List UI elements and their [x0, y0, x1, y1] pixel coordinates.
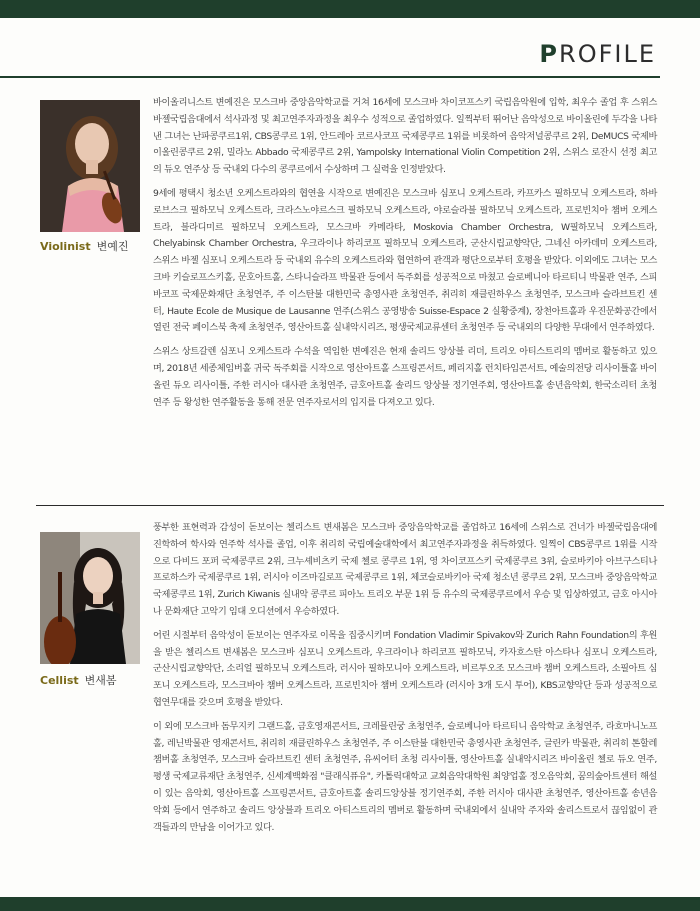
cellist-bio-paragraph: 풍부한 표현력과 감성이 돋보이는 첼리스트 변새봄은 모스크바 중앙음악학교를 졸업하고 16세에 스위스로 건너가 바젤국립음대에 진학하여 학사와 연주학 석사를 졸업, 이후 취리히 국립예술대학에서 최고연주자과정을 취득하였다. 일찍이 CBS콩쿠르 1위를 시작으로 다비드 포퍼 국제콩쿠르 2위, 크누셰비츠키 국제 첼로 콩쿠르 1위, 영 차이코프스키 국제콩쿠르 3위, 슬로바키아 아브구스티나 프로하스카 국제콩쿠르 1위, 러시아 이즈마길로프 국제콩쿠르 1위, 체코슬로바키아 국제 청소년 콩쿠르 2위, 모스크바 중앙음악학교 국제콩쿠르 1위, Zurich Kiwanis 실내악 콩쿠르 피아노 트리오 부문 1위 등 유수의 국제콩쿠르에서 우승 및 입상하였고, 금호 아시아나 문화재단 고악기 임대 오디션에서 우승하였다. [153, 522, 657, 617]
top-bar [0, 0, 700, 18]
section-divider [36, 505, 664, 506]
cellist-bio [153, 520, 657, 843]
cellist-caption [40, 672, 160, 688]
cellist-photo [40, 532, 140, 664]
title-rule [0, 76, 660, 78]
page-title-initial: P [539, 40, 560, 68]
cellist-bio-paragraph: 이 외에 모스크바 돔무지키 그랜드홀, 금호영재콘서트, 크레믈린궁 초청연주, 슬로베니아 타르티니 음악학교 초청연주, 라흐마니노프홀, 레닌박물관 영재콘서트, 취리히 재클린하우스 초청연주, 주 이스탄불 대한민국 총영사관 초청연주, 글린카 박물관, 취리히 톤할레 챔버홀 초청연주, 모스크바 슬라브트킨 센터 초청연주, 유씨어터 초청 리사이틀, 영산아트홀 실내악시리즈 바이올린 첼로 듀오 연주, 평생 국제교류재단 초청연주, 신세계백화점 "클래식퓨유", 카톨릭대학교 교회음악대학원 최양업홀 정오음악회, 꿈의숲아트센터 해설이 있는 음악회, 영산아트홀 스프링콘서트, 금호아트홀 솔리드앙상블 정기연주회, 주한 러시아 대사관 초청연주, 영산아트홀 송년음악회 등에서 연주하고 솔리드 앙상블과 트리오 아티스트리의 멤버로 활동하며 국내외에서 실내악 주자와 솔리스트로서 끊임없이 관객들과의 만남을 이어가고 있다. [153, 720, 657, 833]
violinist-bio-paragraph: 9세에 평택시 청소년 오케스트라와의 협연을 시작으로 변예진은 모스크바 심포니 오케스트라, 카프카스 필하모닉 오케스트라, 하바로브스크 필하모닉 오케스트라, 크라스노야르스크 필하모닉 오케스트라, 야로슬라블 필하모닉 오케스트라, 프로빈치아 챔버 오케스트라, 블라디미르 필하모닉 오케스트라, 모스크바 카메라타, Moskovia Chamber Orchestra, W필하모닉 오케스트라, Chelyabinsk Chamber Orchestra, 우크라이나 하리코프 필하모닉 오케스트라, 군산시립교향악단, 그네신 아카데미 오케스트라, 스위스 바젤 심포니 오케스트라 등 국내외 유수의 오케스트라와 협연하여 관객과 평단으로부터 호평을 받았다. 이외에도 그녀는 모스크바 키슬로프스키홀, 문호아트홀, 스타니슬라프 박물관 등에서 독주회를 성공적으로 마쳤고 슬로베니아 타르티니 박물관 연주, 스피바코프 국제문화재단 초청연주, 주 이스탄불 대한민국 총영사관 초청연주, 취리히 재클린하우스 초청연주, 모스크바 슬라브트킨 센터, Haute Ecole de Musique de Lausanne 연주(스위스 공영방송 Suisse-Espace 2 실황중계), 장천아트홀과 우진문화공간에서 열린 전국 페이스북 축제 초청연주, 영산아트홀 실내악시리즈, 평생국제교류센터 초청연주 등 국내외의 다양한 무대에서 연주하였다. [153, 187, 657, 334]
cellist-name: 변새봄 [84, 674, 117, 687]
page-title-rest: ROFILE [559, 40, 656, 68]
cellist-bio-paragraph: 어린 시절부터 음악성이 돋보이는 연주자로 이목을 집중시키며 Fondation Vladimir Spivakov와 Zurich Rahn Foundation의 후원을 받은 첼리스트 변새봄은 모스크바 심포니 오케스트라, 우크라이나 하리코프 필하모닉, 카자흐스탄 아스타나 심포니 오케스트라, 군산시립교향악단, 소리얼 필하모닉 오케스트라, 러시아 필하모니아 오케스트라, 비르투오조 모스크바 챔버 오케스트라, 소필아트 심포니 오케스트라, 모스크바아 챔버 오케스트라, 프로빈치아 챔버 오케스트라 (러시아 3개 도시 투어), KBS교향악단 등과 성공적으로 협연무대를 갖으며 호평을 받았다. [153, 629, 657, 708]
violinist-photo [40, 100, 140, 232]
violinist-bio-paragraph: 스위스 상트갈렌 심포니 오케스트라 수석을 역임한 변예진은 현재 솔리드 앙상블 리더, 트리오 아티스트리의 멤버로 활동하고 있으며, 2018년 세종체임버홀 귀국 독주회를 시작으로 영산아트홀 스프링콘서트, 페리지홀 런치타임콘서트, 예술의전당 리사이틀홀 바이올린 듀오 리사이틀, 주한 러시아 대사관 초청연주, 금호아트홀 솔리드 앙상블 정기연주회, 영산아트홀 송년음악회, 한국소리터 초청연주 등 왕성한 연주활동을 통해 전문 연주자로서의 입지를 다져오고 있다. [153, 346, 657, 408]
violinist-role: Violinist [40, 240, 91, 253]
bottom-bar [0, 897, 700, 911]
violinist-bio-paragraph: 바이올리니스트 변예진은 모스크바 중앙음악학교를 거쳐 16세에 모스크바 차이코프스키 국립음악원에 입학, 최우수 졸업 후 스위스 바젤국립음대에서 석사과정 및 최고연주자과정을 최우수 성적으로 졸업하였다. 일찍부터 뛰어난 음악성으로 바이올린에 두각을 나타낸 그녀는 난파콩쿠르1위, CBS콩쿠르 1위, 안드레아 코르사코프 국제콩쿠르 1위를 비롯하여 음악저널콩쿠르 2위, DeMUCS 국제바이올린콩쿠르 2위, 밀라노 Abbado 국제콩쿠르 2위, Yampolsky International Violin Competition 2위, 스위스 로잔시 선정 최고의 듀오 연주상 등 국내외 다수의 콩쿠르에서 수상하며 그 실력을 인정받았다. [153, 97, 657, 176]
violinist-caption [40, 238, 160, 254]
cellist-role: Cellist [40, 674, 79, 687]
violinist-name: 변예진 [96, 240, 129, 253]
violinist-bio [153, 95, 657, 418]
page-title [539, 40, 656, 68]
